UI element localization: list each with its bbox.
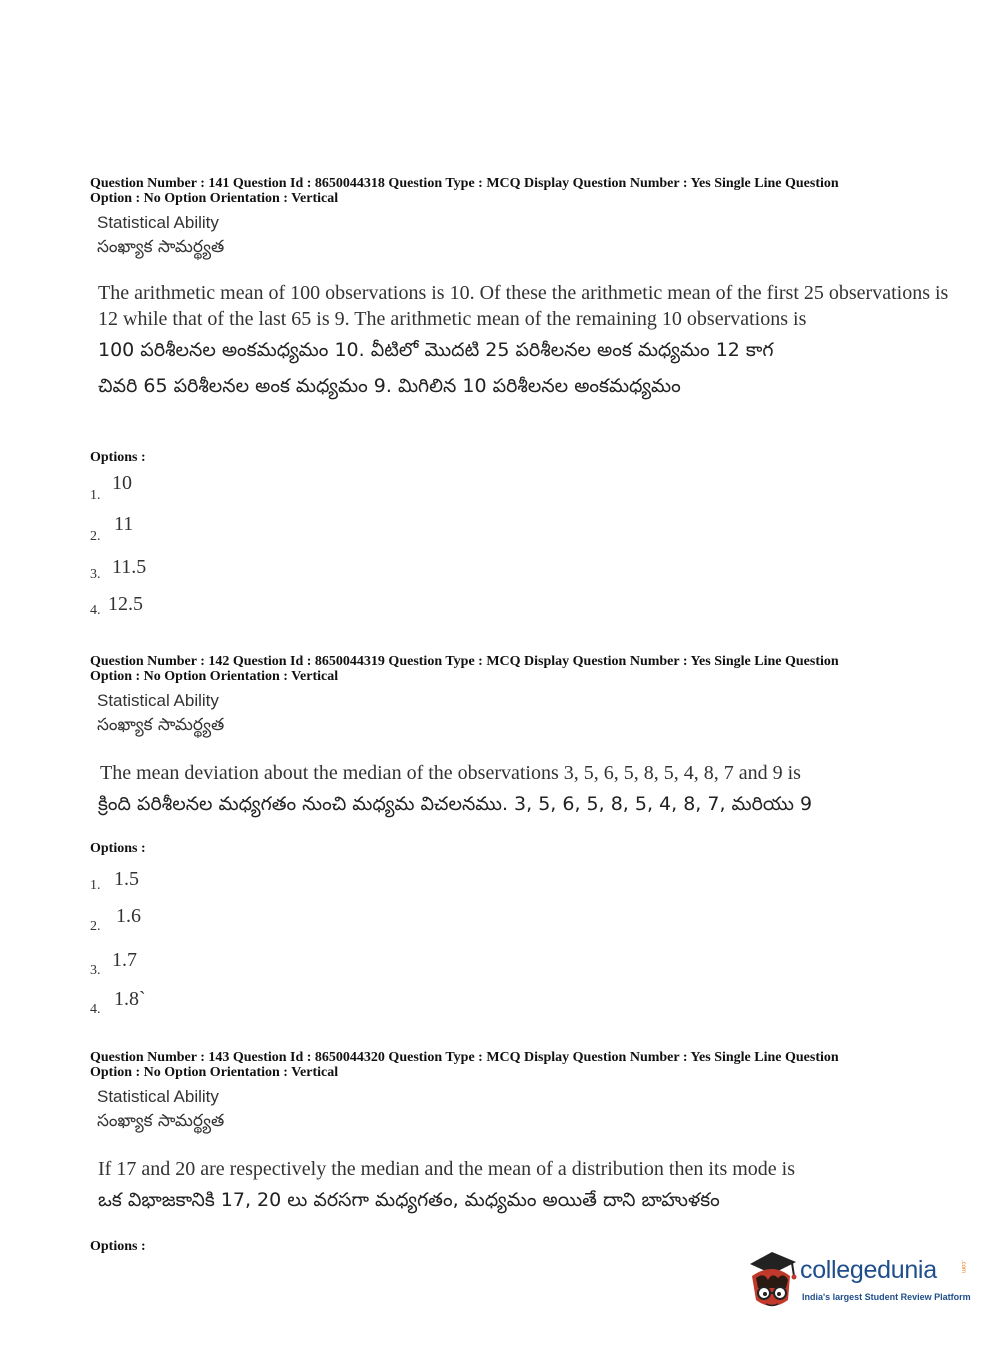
question-meta-line1: Question Number : 142 Question Id : 8650044319 Question Type : MCQ Display Question Number : Yes Single Line Question xyxy=(90,654,839,669)
logo-domain: .com xyxy=(960,1260,966,1274)
option-value: 10 xyxy=(112,472,132,494)
question-meta-line2: Option : No Option Orientation : Vertical xyxy=(90,669,339,684)
question-text-en: If 17 and 20 are respectively the median and the mean of a distribution then its mode is xyxy=(98,1158,796,1180)
mascot-icon xyxy=(742,1248,802,1314)
question-text-te-line1: 100 పరిశీలనల అంకమధ్యమం 10. వీటిలో మొదటి 25 పరిశీలనల అంక మధ్యమం 12 కాగ xyxy=(98,339,774,361)
option-number: 3. xyxy=(90,567,101,582)
collegedunia-logo[interactable] xyxy=(742,1248,972,1318)
question-text-te-line1: ఒక విభాజకానికి 17, 20 లు వరసగా మధ్యగతం, మధ్యమం అయితే దాని బాహుళకం xyxy=(98,1189,720,1211)
option-value: 1.6 xyxy=(116,905,141,927)
option-number: 2. xyxy=(90,919,101,934)
option-value: 12.5 xyxy=(108,593,143,615)
question-meta-line1: Question Number : 143 Question Id : 8650044320 Question Type : MCQ Display Question Number : Yes Single Line Question xyxy=(90,1050,839,1065)
option-value: 11.5 xyxy=(112,556,147,578)
option-number: 3. xyxy=(90,963,101,978)
logo-wordmark: collegedunia xyxy=(800,1256,937,1284)
section-label-te: సంఖ్యాక సామర్థ్యత xyxy=(97,1111,225,1131)
option-value: 11 xyxy=(114,513,134,535)
option-value: 1.7 xyxy=(112,949,137,971)
section-label-en: Statistical Ability xyxy=(97,213,219,232)
options-label: Options : xyxy=(90,1239,146,1254)
option-number: 4. xyxy=(90,1002,101,1017)
question-text-te-line2: చివరి 65 పరిశీలనల అంక మధ్యమం 9. మిగిలిన 10 పరిశీలనల అంకమధ్యమం xyxy=(98,375,681,397)
option-value: 1.5 xyxy=(114,868,139,890)
section-label-en: Statistical Ability xyxy=(97,1087,219,1106)
logo-tagline: India's largest Student Review Platform xyxy=(802,1292,971,1302)
option-number: 4. xyxy=(90,603,101,618)
question-text-en: The mean deviation about the median of the observations 3, 5, 6, 5, 8, 5, 4, 8, 7 and 9 is xyxy=(100,762,801,784)
question-meta-line2: Option : No Option Orientation : Vertical xyxy=(90,1065,339,1080)
question-text-en: The arithmetic mean of 100 observations is 10. Of these the arithmetic mean of the first 25 observations is 12 while that of the last 65 is 9. The arithmetic mean of the remaining 10 observations is xyxy=(98,282,949,330)
question-141 xyxy=(90,176,970,404)
question-142 xyxy=(90,654,970,822)
option-number: 1. xyxy=(90,488,101,503)
section-label-en: Statistical Ability xyxy=(97,691,219,710)
question-143 xyxy=(90,1050,970,1218)
options-label: Options : xyxy=(90,450,146,465)
option-number: 1. xyxy=(90,878,101,893)
section-label-te: సంఖ్యాక సామర్థ్యత xyxy=(97,715,225,735)
question-meta-line1: Question Number : 141 Question Id : 8650044318 Question Type : MCQ Display Question Number : Yes Single Line Question xyxy=(90,176,839,191)
question-text-te-line1: క్రింది పరిశీలనల మధ్యగతం నుంచి మధ్యమ విచలనము. 3, 5, 6, 5, 8, 5, 4, 8, 7, మరియు 9 xyxy=(98,793,813,815)
option-number: 2. xyxy=(90,529,101,544)
options-label: Options : xyxy=(90,841,146,856)
question-meta-line2: Option : No Option Orientation : Vertical xyxy=(90,191,339,206)
section-label-te: సంఖ్యాక సామర్థ్యత xyxy=(97,237,225,257)
option-value: 1.8` xyxy=(114,988,146,1010)
